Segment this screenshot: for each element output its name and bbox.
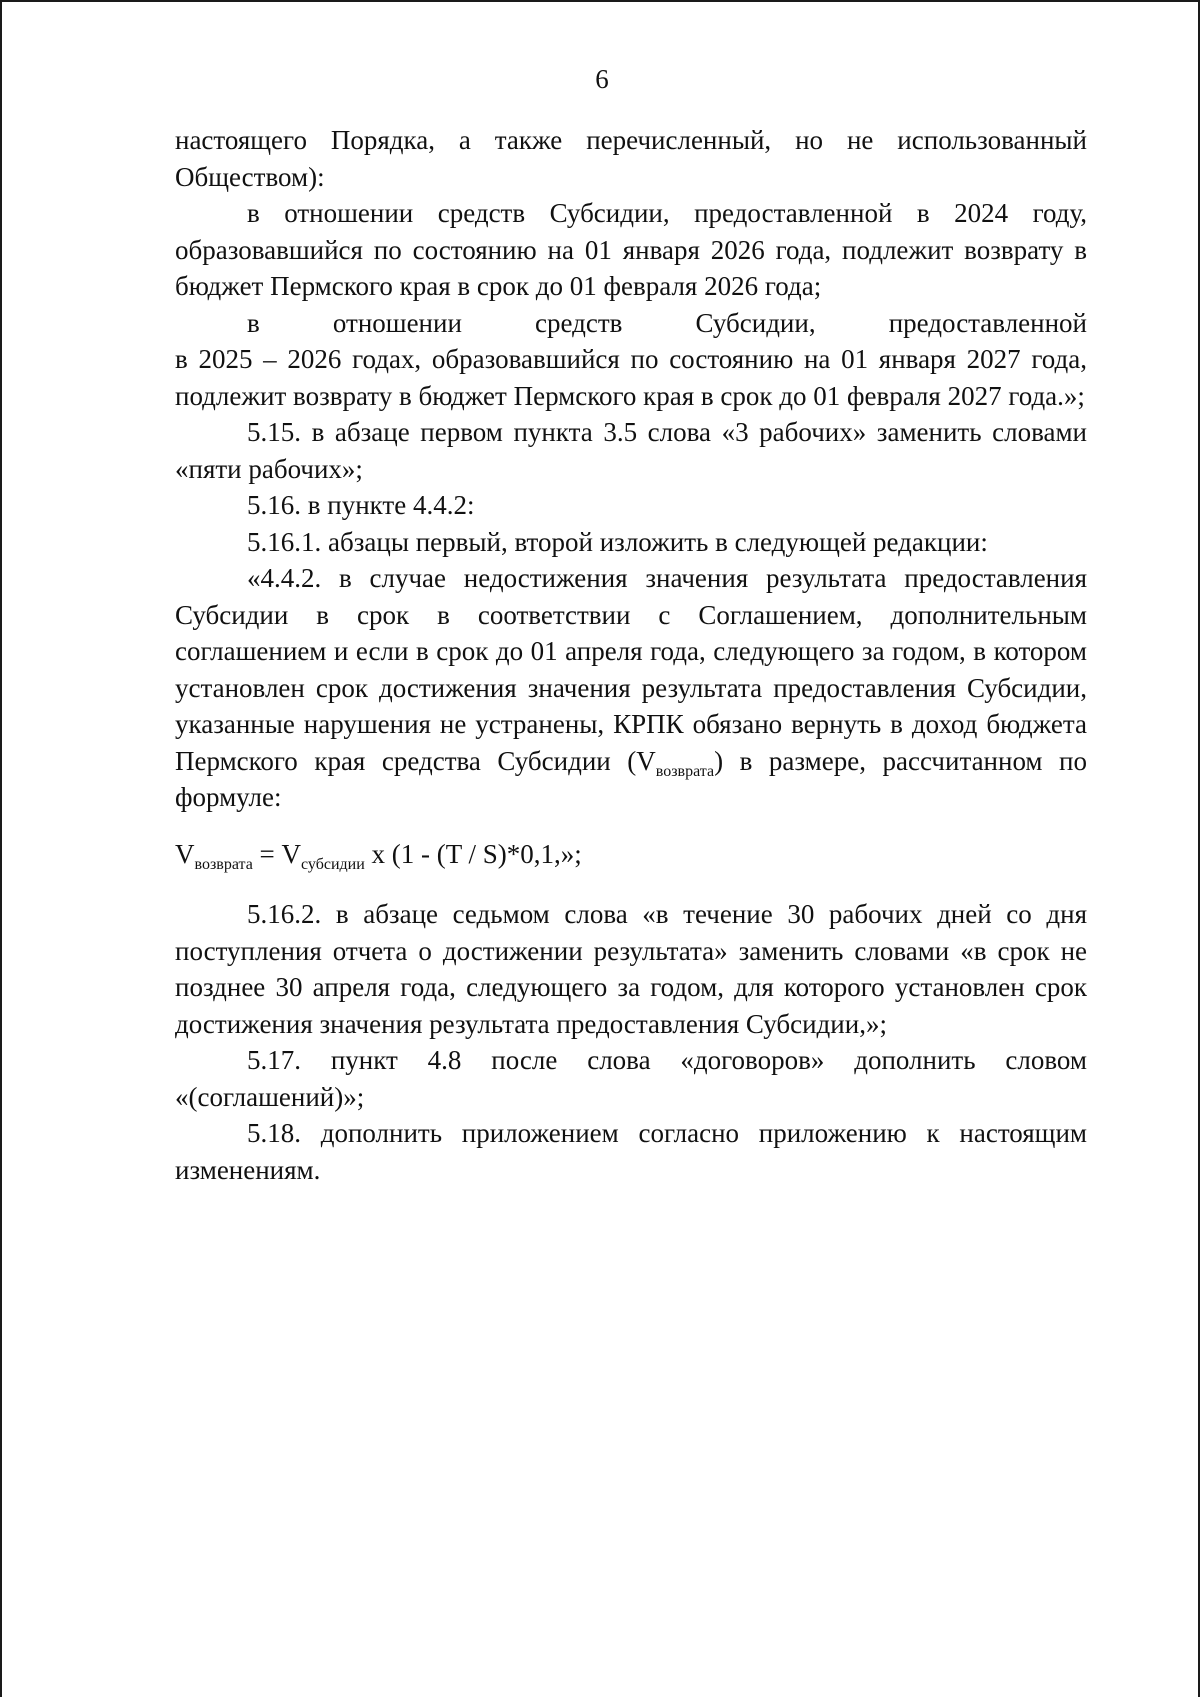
formula-eq: = V	[252, 838, 302, 869]
paragraph-4-4-2-v-subscript: возврата	[655, 762, 715, 780]
paragraph-line: в отношении средств Субсидии, предоставленной	[247, 307, 1087, 338]
paragraph-5-15: 5.15. в абзаце первом пункта 3.5 слова «3 рабочих» заменить словами «пяти рабочих»;	[175, 417, 1087, 484]
formula-rhs-subscript: субсидии	[301, 855, 365, 873]
paragraph-5-16-2: 5.16.2. в абзаце седьмом слова «в течение 30 рабочих дней со дня поступления отчета о достижении результата» заменить словами «в срок не позднее 30 апреля года, следующего за годом, для которого установлен срок достижения значения результата предоставления Субсидии,»;	[175, 899, 1087, 1039]
paragraph-4-4-2-tail: ) в размере, рассчитанном по формуле:	[175, 745, 1088, 812]
document-body	[175, 122, 1087, 1188]
paragraph-continuation: настоящего Порядка, а также перечисленный, но не использованный Обществом):	[175, 125, 1087, 192]
paragraph-4-4-2-text: «4.4.2. в случае недостижения значения результата предоставления Субсидии в срок в соответствии с Соглашением, дополнительным соглашением и если в срок до 01 апреля года, следующего за годом, в котором установлен срок достижения значения результата предоставления Субсидии, указанные нарушения не устранены, КРПК обязано вернуть в доход бюджета Пермского края средства Субсидии	[175, 563, 1087, 776]
paragraph-5-16: 5.16. в пункте 4.4.2:	[247, 490, 475, 520]
paragraph-4-4-2-v: (V	[627, 745, 656, 776]
paragraph-5-16-1: 5.16.1. абзацы первый, второй изложить в следующей редакции:	[247, 526, 988, 557]
paragraph-4-4-2	[175, 560, 1087, 816]
page-number: 6	[595, 64, 609, 94]
formula-rest: x (1 - (T / S)*0,1,»;	[364, 838, 582, 869]
formula-lhs-subscript: возврата	[194, 855, 253, 873]
paragraph-2025-2026-subsidy-return	[175, 305, 1087, 415]
paragraph-line-rest: в 2025 – 2026 годах, образовавшийся по состоянию на 01 января 2027 года, подлежит возврату в бюджет Пермского края в срок до 01 февраля 2027 года.»;	[175, 344, 1087, 411]
paragraph-5-18: 5.18. дополнить приложением согласно приложению к настоящим изменениям.	[175, 1118, 1087, 1185]
paragraph-5-17: 5.17. пункт 4.8 после слова «договоров» дополнить словом «(соглашений)»;	[175, 1045, 1087, 1112]
paragraph-2024-subsidy-return: в отношении средств Субсидии, предоставленной в 2024 году, образовавшийся по состоянию на 01 января 2026 года, подлежит возврату в бюджет Пермского края в срок до 01 февраля 2026 года;	[175, 198, 1087, 301]
refund-formula	[175, 836, 1087, 873]
formula-lhs: V	[175, 838, 195, 869]
